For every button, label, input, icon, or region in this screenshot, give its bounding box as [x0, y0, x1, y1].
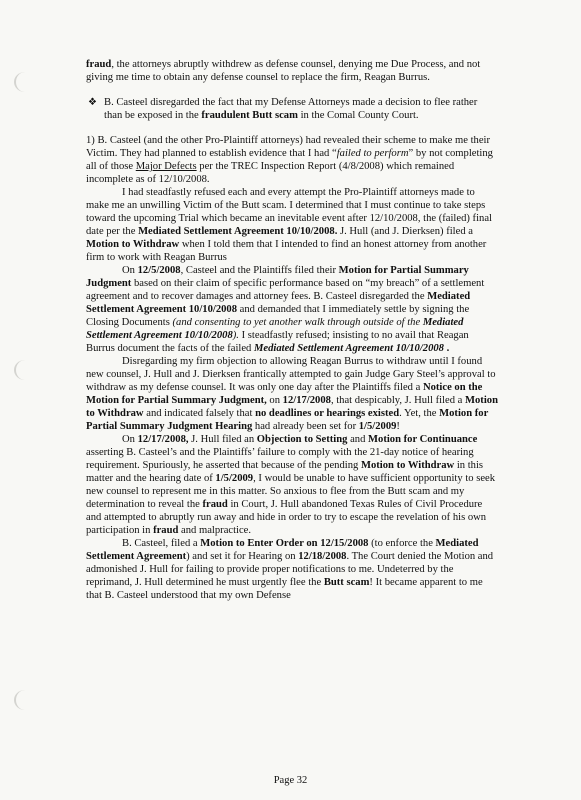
- binder-hole: [14, 690, 36, 710]
- binder-hole: [14, 72, 36, 92]
- paragraph: 1) B. Casteel (and the other Pro-Plaintiff attorneys) had revealed their scheme to make me their Victim. They had planned to establish evidence that I had “failed to perform” by not completing all of those Major Defects per the TREC Inspection Report (4/8/2008) which remained incomplete as of 12/10/2008.: [86, 135, 493, 185]
- bullet-item: ❖ B. Casteel disregarded the fact that my Defense Attorneys made a decision to flee rather than be exposed in the fraudulent Butt scam in the Comal County Court.: [88, 97, 478, 121]
- paragraph: B. Casteel, filed a Motion to Enter Order on 12/15/2008 (to enforce the Mediated Settlement Agreement) and set it for Hearing on 12/18/2008. The Court denied the Motion and admonished J. Hull for failing to provide proper notifications to me. Undeterred by the reprimand, J. Hull determined he must urgently flee the Butt scam! It became apparent to me that B. Casteel understood that my own Defense: [86, 538, 494, 601]
- paragraph: Disregarding my firm objection to allowing Reagan Burrus to withdraw until I found new counsel, J. Hull and J. Dierksen frantically attempted to gain Judge Gary Steel’s approval to withdraw as my defense counsel. It was only one day after the Plaintiffs filed a Notice on the Motion for Partial Summary Judgment, on 12/17/2008, that despicably, J. Hull filed a Motion to Withdraw and indicated falsely that no deadlines or hearings existed. Yet, the Motion for Partial Summary Judgment Hearing had already been set for 1/5/2009!: [86, 356, 498, 432]
- paragraph: fraud, the attorneys abruptly withdrew as defense counsel, denying me Due Process, and not giving me time to obtain any defense counsel to replace the firm, Reagan Burrus.: [86, 59, 481, 83]
- paragraph: On 12/17/2008, J. Hull filed an Objection to Setting and Motion for Continuance asserting B. Casteel’s and the Plaintiffs’ failure to comply with the 21-day notice of hearing requirement. Spuriously, he asserted that because of the pending Motion to Withdraw in this matter and the hearing date of 1/5/2009, I would be unable to have sufficient opportunity to seek new counsel to represent me in this matter. So anxious to flee from the Butt scam and my determination to reveal the fraud in Court, J. Hull abandoned Texas Rules of Civil Procedure and attempted to abruptly run away and hide in order to try to escape the revelation of his own participation in fraud and malpractice.: [86, 434, 496, 536]
- diamond-bullet-icon: ❖: [88, 97, 97, 108]
- binder-hole: [14, 360, 36, 380]
- page-number: Page 32: [273, 775, 308, 786]
- paragraph: I had steadfastly refused each and every attempt the Pro-Plaintiff attorneys made to make me an unwilling Victim of the Butt scam. I determined that I must continue to take steps toward the upcoming Trial which became an inevitable event after 12/10/2008, the (failed) final date per the Mediated Settlement Agreement 10/10/2008. J. Hull (and J. Dierksen) filed a Motion to Withdraw when I told them that I intended to find an honest attorney from another firm to work with Reagan Burrus: [86, 187, 492, 263]
- document-body: [86, 58, 498, 602]
- paragraph: On 12/5/2008, Casteel and the Plaintiffs filed their Motion for Partial Summary Judgment based on their claim of specific performance based on “my breach” of a settlement agreement and to recover damages and attorney fees. B. Casteel disregarded the Mediated Settlement Agreement 10/10/2008 and demanded that I immediately settle by signing the Closing Documents (and consenting to yet another walk through outside of the Mediated Settlement Agreement 10/10/2008). I steadfastly refused; insisting to no avail that Reagan Burrus document the facts of the failed Mediated Settlement Agreement 10/10/2008 .: [86, 265, 485, 354]
